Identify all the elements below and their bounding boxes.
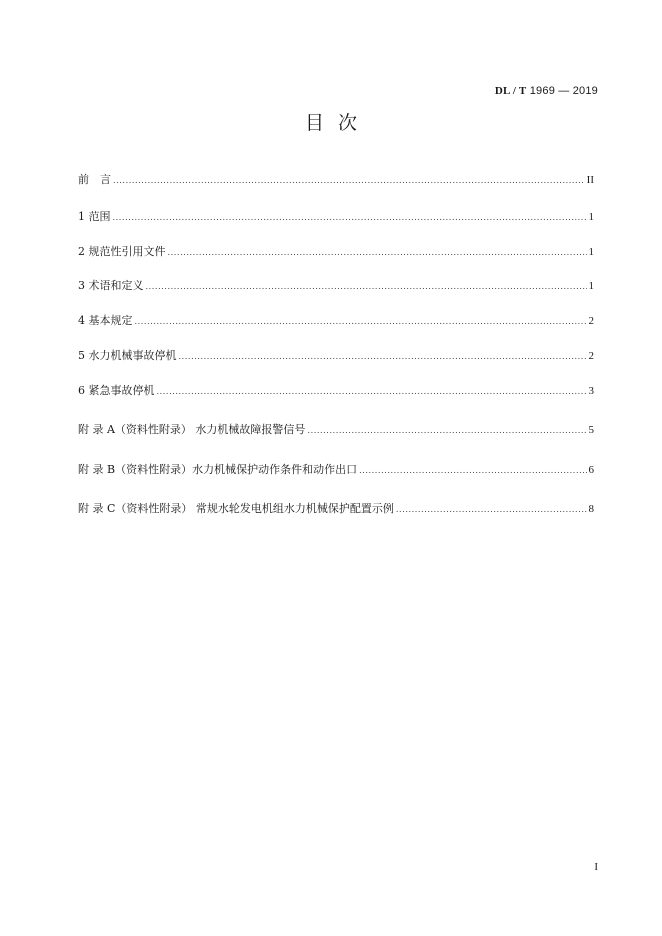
toc-dot-leader [396,502,587,518]
toc-entry-appendix-c[interactable] [78,501,594,517]
toc-entry-label: 附 录 B（资料性附录）水力机械保护动作条件和动作出口 [78,463,358,476]
toc-entry-page: 3 [588,385,594,397]
toc-entry-page: 8 [588,503,594,515]
toc-entry-terms[interactable] [78,278,594,294]
toc-entry-label: 1 范围 [78,210,111,223]
toc-entry-page: 2 [588,350,594,362]
toc-entry-basic-provisions[interactable] [78,313,594,329]
toc-entry-label: 5 水力机械事故停机 [78,349,177,362]
toc-entry-label: 6 紧急事故停机 [78,384,155,397]
toc-entry-page: 1 [588,246,594,258]
toc-entry-scope[interactable] [78,209,594,225]
toc-entry-appendix-a[interactable] [78,422,594,438]
toc-entry-page: 6 [588,464,594,476]
toc-dot-leader [113,173,585,189]
standard-code-prefix: DL / T [494,85,527,97]
page-number: I [594,861,598,873]
toc-entry-label: 前 言 [78,173,111,186]
toc-dot-leader [146,279,587,295]
toc-dot-leader [307,423,586,439]
toc-entry-appendix-b[interactable] [78,462,594,478]
toc-entry-label: 3 术语和定义 [78,279,144,292]
page-title: 目次 [304,112,371,134]
toc-entry-label: 附 录 A（资料性附录） 水力机械故障报警信号 [78,423,306,436]
standard-code-number: 1969 — 2019 [526,85,598,97]
toc-entry-label: 2 规范性引用文件 [78,245,166,258]
toc-entry-page: 1 [588,280,594,292]
toc-entry-page: II [586,174,594,186]
toc-dot-leader [359,463,586,479]
toc-dot-leader [135,314,587,330]
toc-entry-accident-shutdown[interactable] [78,348,594,364]
toc-dot-leader [168,245,587,261]
toc-entry-page: 1 [588,211,594,223]
toc-dot-leader [113,210,587,226]
toc-entry-emergency-shutdown[interactable] [78,383,594,399]
toc-entry-page: 5 [588,424,594,436]
toc-dot-leader [157,384,587,400]
standard-code [495,84,598,97]
toc-entry-normative-references[interactable] [78,244,594,260]
toc-entry-label: 附 录 C（资料性附录） 常规水轮发电机组水力机械保护配置示例 [78,502,394,515]
toc-entry-label: 4 基本规定 [78,314,133,327]
toc-entry-page: 2 [588,315,594,327]
toc-entry-foreword[interactable] [78,172,594,188]
toc-dot-leader [179,349,587,365]
